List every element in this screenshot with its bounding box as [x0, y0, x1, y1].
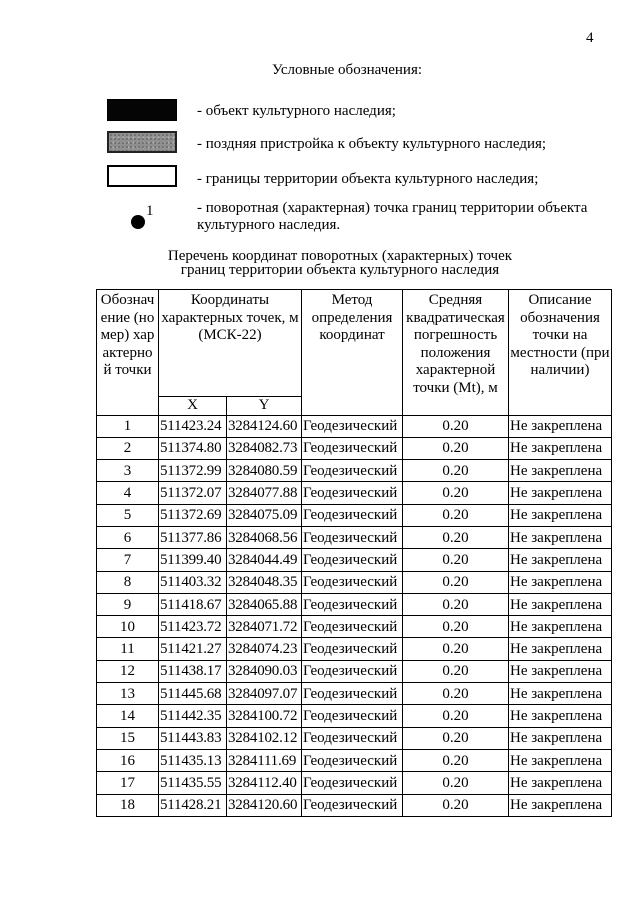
cell-x: 511372.69 [159, 504, 227, 526]
cell-description: Не закреплена [509, 460, 612, 482]
cell-description: Не закреплена [509, 794, 612, 816]
cell-description: Не закреплена [509, 683, 612, 705]
cell-method: Геодезический [302, 549, 403, 571]
cell-x: 511428.21 [159, 794, 227, 816]
cell-point-number: 17 [97, 772, 159, 794]
cell-y: 3284065.88 [227, 593, 302, 615]
cell-x: 511423.24 [159, 415, 227, 437]
header-description: Описание обозначения точки на местности (при наличии) [509, 290, 612, 416]
cell-description: Не закреплена [509, 705, 612, 727]
cell-x: 511435.13 [159, 749, 227, 771]
cell-error: 0.20 [403, 616, 509, 638]
cell-x: 511399.40 [159, 549, 227, 571]
cell-y: 3284124.60 [227, 415, 302, 437]
cell-y: 3284077.88 [227, 482, 302, 504]
table-row [97, 705, 612, 727]
table-row [97, 571, 612, 593]
legend-title: Условные обозначения: [272, 62, 423, 78]
cell-y: 3284071.72 [227, 616, 302, 638]
table-row [97, 504, 612, 526]
cell-point-number: 10 [97, 616, 159, 638]
coordinates-table [96, 289, 612, 817]
cell-point-number: 15 [97, 727, 159, 749]
cell-method: Геодезический [302, 482, 403, 504]
table-row [97, 460, 612, 482]
cell-point-number: 2 [97, 437, 159, 459]
table-row [97, 549, 612, 571]
turning-point-dot-icon [131, 215, 145, 229]
header-error: Средняя квадратическая погрешность положения характерной точки (Mt), м [403, 290, 509, 416]
legend-item-heritage-object: - объект культурного наследия; [197, 103, 396, 119]
cell-y: 3284048.35 [227, 571, 302, 593]
cell-method: Геодезический [302, 705, 403, 727]
cell-description: Не закреплена [509, 571, 612, 593]
cell-method: Геодезический [302, 638, 403, 660]
table-row [97, 794, 612, 816]
heritage-object-swatch-icon [107, 99, 177, 121]
cell-error: 0.20 [403, 749, 509, 771]
table-row [97, 616, 612, 638]
cell-description: Не закреплена [509, 415, 612, 437]
cell-description: Не закреплена [509, 749, 612, 771]
header-y: Y [227, 397, 302, 416]
cell-description: Не закреплена [509, 638, 612, 660]
cell-description: Не закреплена [509, 482, 612, 504]
cell-y: 3284068.56 [227, 526, 302, 548]
cell-point-number: 3 [97, 460, 159, 482]
coordinates-list-title-line2: границ территории объекта культурного наследия [180, 262, 500, 278]
cell-method: Геодезический [302, 437, 403, 459]
cell-point-number: 12 [97, 660, 159, 682]
legend-item-turning-point: - поворотная (характерная) точка границ территории объекта культурного наследия. [197, 200, 588, 233]
cell-description: Не закреплена [509, 660, 612, 682]
cell-y: 3284112.40 [227, 772, 302, 794]
cell-description: Не закреплена [509, 437, 612, 459]
cell-error: 0.20 [403, 460, 509, 482]
table-row [97, 482, 612, 504]
cell-y: 3284102.12 [227, 727, 302, 749]
cell-error: 0.20 [403, 772, 509, 794]
cell-x: 511374.80 [159, 437, 227, 459]
coordinates-list-title [0, 249, 640, 277]
cell-point-number: 16 [97, 749, 159, 771]
cell-x: 511423.72 [159, 616, 227, 638]
cell-point-number: 13 [97, 683, 159, 705]
cell-error: 0.20 [403, 638, 509, 660]
table-row [97, 772, 612, 794]
cell-description: Не закреплена [509, 616, 612, 638]
cell-error: 0.20 [403, 705, 509, 727]
cell-x: 511442.35 [159, 705, 227, 727]
cell-point-number: 14 [97, 705, 159, 727]
table-row [97, 727, 612, 749]
cell-error: 0.20 [403, 727, 509, 749]
cell-x: 511372.07 [159, 482, 227, 504]
cell-x: 511443.83 [159, 727, 227, 749]
cell-point-number: 18 [97, 794, 159, 816]
cell-y: 3284080.59 [227, 460, 302, 482]
table-row [97, 593, 612, 615]
cell-error: 0.20 [403, 683, 509, 705]
table-row [97, 749, 612, 771]
cell-y: 3284120.60 [227, 794, 302, 816]
cell-point-number: 8 [97, 571, 159, 593]
cell-method: Геодезический [302, 772, 403, 794]
cell-error: 0.20 [403, 504, 509, 526]
cell-description: Не закреплена [509, 549, 612, 571]
late-extension-swatch-icon [107, 131, 177, 153]
cell-method: Геодезический [302, 526, 403, 548]
cell-x: 511418.67 [159, 593, 227, 615]
cell-description: Не закреплена [509, 504, 612, 526]
cell-error: 0.20 [403, 437, 509, 459]
turning-point-marker-label: 1 [146, 203, 154, 219]
cell-point-number: 7 [97, 549, 159, 571]
cell-point-number: 6 [97, 526, 159, 548]
cell-error: 0.20 [403, 571, 509, 593]
cell-point-number: 5 [97, 504, 159, 526]
page-number: 4 [586, 30, 594, 46]
cell-point-number: 11 [97, 638, 159, 660]
cell-x: 511445.68 [159, 683, 227, 705]
cell-method: Геодезический [302, 504, 403, 526]
cell-y: 3284090.03 [227, 660, 302, 682]
cell-description: Не закреплена [509, 526, 612, 548]
cell-method: Геодезический [302, 460, 403, 482]
table-row [97, 415, 612, 437]
cell-error: 0.20 [403, 526, 509, 548]
cell-description: Не закреплена [509, 772, 612, 794]
cell-y: 3284111.69 [227, 749, 302, 771]
cell-x: 511377.86 [159, 526, 227, 548]
table-row [97, 660, 612, 682]
header-point-number: Обозначение (номер) характерной точки [97, 290, 159, 416]
cell-y: 3284100.72 [227, 705, 302, 727]
cell-error: 0.20 [403, 482, 509, 504]
cell-point-number: 4 [97, 482, 159, 504]
cell-description: Не закреплена [509, 727, 612, 749]
cell-method: Геодезический [302, 415, 403, 437]
cell-error: 0.20 [403, 794, 509, 816]
cell-x: 511421.27 [159, 638, 227, 660]
header-x: X [159, 397, 227, 416]
cell-method: Геодезический [302, 593, 403, 615]
legend-item-territory-boundary: - границы территории объекта культурного наследия; [197, 171, 539, 187]
table-row [97, 437, 612, 459]
header-method: Метод определения координат [302, 290, 403, 416]
legend-item-late-extension: - поздняя пристройка к объекту культурного наследия; [197, 136, 547, 152]
cell-point-number: 1 [97, 415, 159, 437]
table-row [97, 638, 612, 660]
cell-x: 511372.99 [159, 460, 227, 482]
cell-x: 511435.55 [159, 772, 227, 794]
cell-y: 3284097.07 [227, 683, 302, 705]
cell-method: Геодезический [302, 749, 403, 771]
territory-boundary-swatch-icon [107, 165, 177, 187]
cell-description: Не закреплена [509, 593, 612, 615]
cell-x: 511438.17 [159, 660, 227, 682]
cell-error: 0.20 [403, 549, 509, 571]
cell-y: 3284074.23 [227, 638, 302, 660]
coordinates-list-title-line1: Перечень координат поворотных (характерных) точек [167, 248, 513, 264]
table-row [97, 526, 612, 548]
cell-method: Геодезический [302, 571, 403, 593]
cell-method: Геодезический [302, 660, 403, 682]
cell-error: 0.20 [403, 415, 509, 437]
cell-error: 0.20 [403, 593, 509, 615]
cell-method: Геодезический [302, 616, 403, 638]
header-coordinates: Координаты характерных точек, м (МСК-22) [159, 290, 302, 397]
cell-y: 3284075.09 [227, 504, 302, 526]
cell-y: 3284082.73 [227, 437, 302, 459]
cell-point-number: 9 [97, 593, 159, 615]
table-row [97, 683, 612, 705]
cell-y: 3284044.49 [227, 549, 302, 571]
cell-method: Геодезический [302, 683, 403, 705]
cell-error: 0.20 [403, 660, 509, 682]
cell-method: Геодезический [302, 794, 403, 816]
cell-x: 511403.32 [159, 571, 227, 593]
cell-method: Геодезический [302, 727, 403, 749]
